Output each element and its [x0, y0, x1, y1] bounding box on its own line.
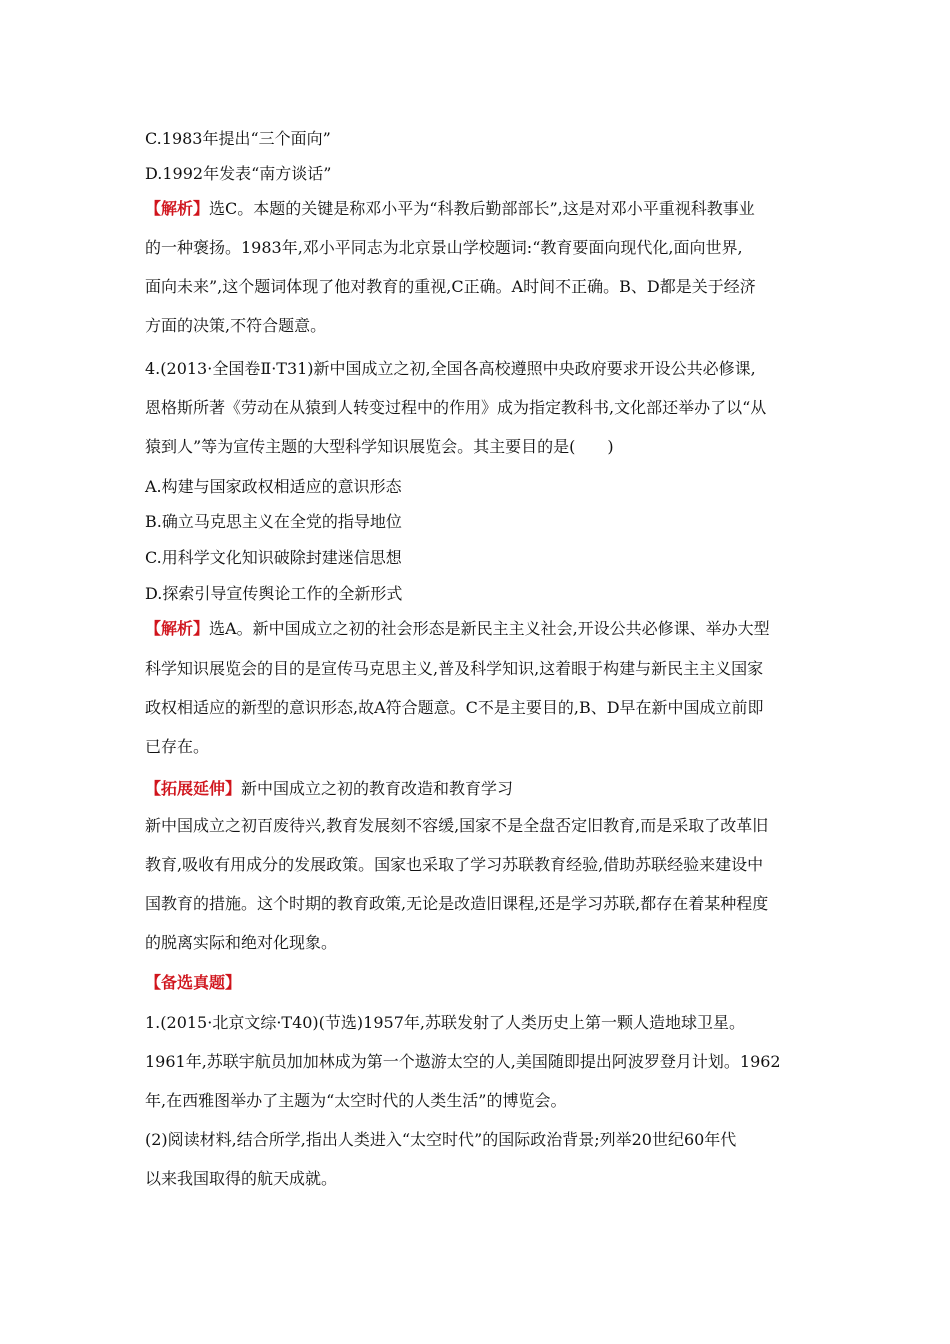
- analysis-tag: 【解析】: [145, 619, 210, 638]
- analysis-tag: 【解析】: [145, 199, 210, 218]
- question-1-stem: 1961年,苏联宇航员加加林成为第一个遨游太空的人,美国随即提出阿波罗登月计划。1962: [145, 1052, 781, 1071]
- extension-body: 的脱离实际和绝对化现象。: [145, 933, 338, 952]
- analysis-1-line: 【解析】选C。本题的关键是称邓小平为“科教后勤部部长”,这是对邓小平重视科教事业: [145, 199, 755, 218]
- analysis-2-line: 已存在。: [145, 737, 210, 756]
- question-1-subpart: 以来我国取得的航天成就。: [145, 1169, 338, 1188]
- question-4-stem: 恩格斯所著《劳动在从猿到人转变过程中的作用》成为指定教科书,文化部还举办了以“从: [145, 398, 767, 417]
- analysis-1-line: 方面的决策,不符合题意。: [145, 316, 327, 335]
- backup-questions-heading: [145, 972, 241, 994]
- analysis-1-line: 的一种褒扬。1983年,邓小平同志为北京景山学校题词:“教育要面向现代化,面向世界,: [145, 238, 743, 257]
- extension-tag: 【拓展延伸】: [145, 779, 242, 798]
- question-4-stem: 4.(2013·全国卷Ⅱ·T31)新中国成立之初,全国各高校遵照中央政府要求开设公共必修课,: [145, 359, 756, 378]
- extension-body: 国教育的措施。这个时期的教育政策,无论是改造旧课程,还是学习苏联,都存在着某种程度: [145, 894, 769, 913]
- analysis-2-line: 政权相适应的新型的意识形态,故A符合题意。C不是主要目的,B、D早在新中国成立前即: [145, 698, 764, 717]
- extension-heading: 【拓展延伸】新中国成立之初的教育改造和教育学习: [145, 779, 514, 798]
- option-c: C.用科学文化知识破除封建迷信思想: [145, 548, 402, 567]
- analysis-2-line: 科学知识展览会的目的是宣传马克思主义,普及科学知识,这着眼于构建与新民主主义国家: [145, 659, 764, 678]
- extension-body: 教育,吸收有用成分的发展政策。国家也采取了学习苏联教育经验,借助苏联经验来建设中: [145, 855, 764, 874]
- backup-tag: 【备选真题】: [145, 973, 242, 992]
- option-a: A.构建与国家政权相适应的意识形态: [145, 477, 402, 496]
- option-d-prev: D.1992年发表“南方谈话”: [145, 164, 332, 183]
- analysis-2-line: 【解析】选A。新中国成立之初的社会形态是新民主主义社会,开设公共必修课、举办大型: [145, 619, 770, 638]
- extension-body: 新中国成立之初百废待兴,教育发展刻不容缓,国家不是全盘否定旧教育,而是采取了改革旧: [145, 816, 769, 835]
- question-1-stem: 年,在西雅图举办了主题为“太空时代的人类生活”的博览会。: [145, 1091, 567, 1110]
- question-1-stem: 1.(2015·北京文综·T40)(节选)1957年,苏联发射了人类历史上第一颗人造地球卫星。: [145, 1013, 745, 1032]
- question-4-stem: 猿到人”等为宣传主题的大型科学知识展览会。其主要目的是( ): [145, 437, 614, 456]
- option-d: D.探索引导宣传舆论工作的全新形式: [145, 584, 403, 603]
- question-1-subpart: (2)阅读材料,结合所学,指出人类进入“太空时代”的国际政治背景;列举20世纪60年代: [145, 1130, 737, 1149]
- analysis-1-line: 面向未来”,这个题词体现了他对教育的重视,C正确。A时间不正确。B、D都是关于经济: [145, 277, 756, 296]
- option-c-prev: C.1983年提出“三个面向”: [145, 129, 331, 148]
- option-b: B.确立马克思主义在全党的指导地位: [145, 512, 402, 531]
